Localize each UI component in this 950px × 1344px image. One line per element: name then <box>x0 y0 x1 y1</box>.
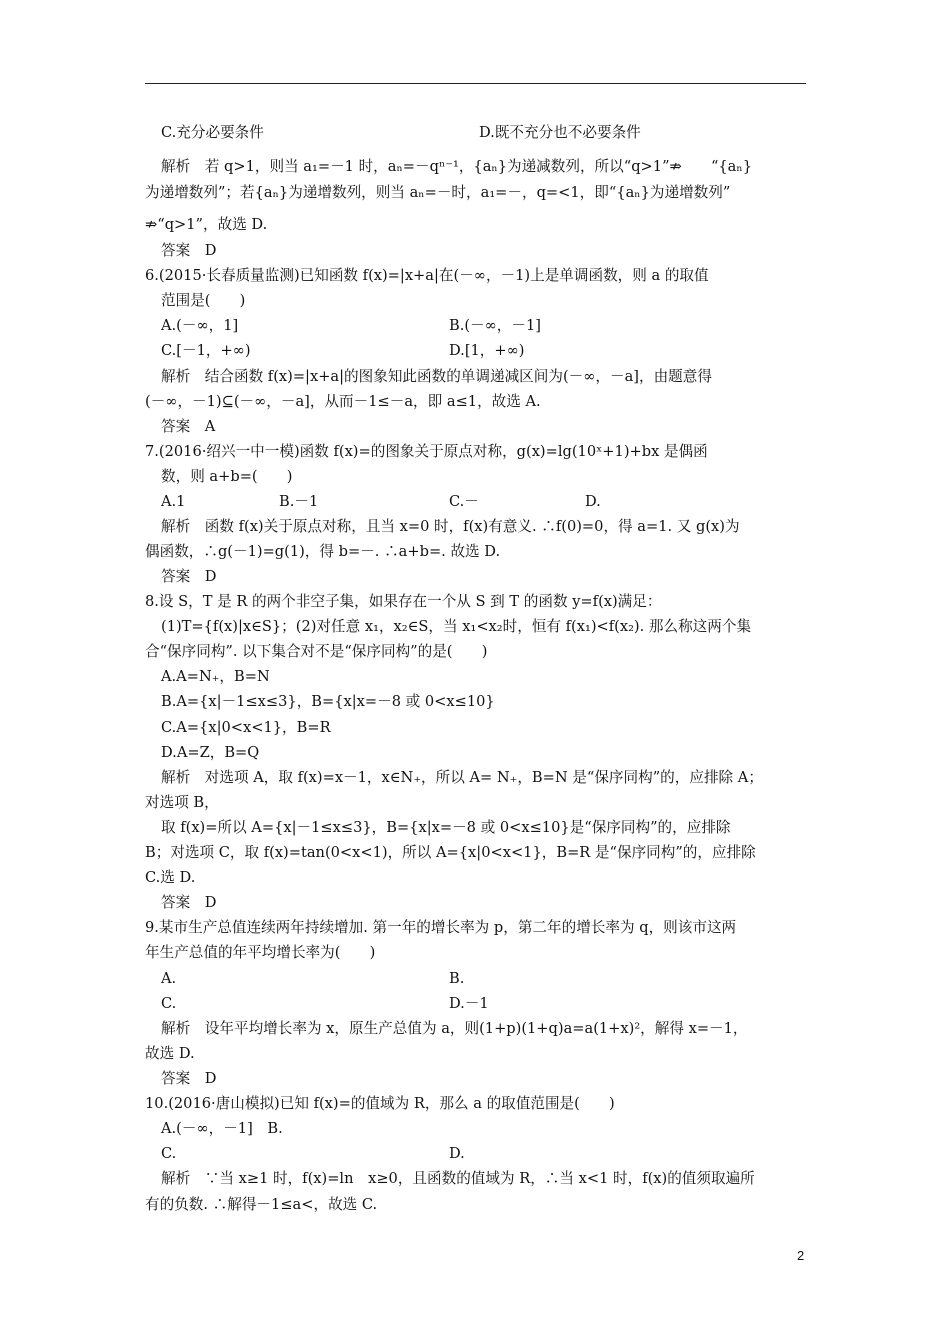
option-row <box>161 317 822 335</box>
option-b: B.(－∞，－1] <box>449 317 541 334</box>
text-line: 为递增数列”；若{aₙ}为递增数列，则当 aₙ=－时，a₁=－，q=<1，即“{aₙ}为递增数列” <box>145 184 731 201</box>
answer-line: 答案 D <box>161 1070 217 1087</box>
option-a: A.(－∞，1] <box>161 317 239 334</box>
option-a: A.A=N₊，B=N <box>161 668 270 685</box>
option-b: B.－1 <box>279 493 319 510</box>
analysis-line: 解析 结合函数 f(x)=|x+a|的图象知此函数的单调递减区间为(－∞，－a]，由题意得 <box>161 368 712 385</box>
answer-line: 答案 A <box>161 418 216 435</box>
option-b: B. <box>449 970 465 987</box>
option-c: C. <box>161 995 177 1012</box>
option-d: D. <box>449 1145 465 1162</box>
option-c: C.－ <box>449 493 479 510</box>
text-line: 数，则 a+b=( ) <box>161 468 293 485</box>
option-d: D.－1 <box>449 995 489 1012</box>
option-a: A.1 <box>161 493 186 510</box>
text-line: 有的负数. ∴解得－1≤a<，故选 C. <box>145 1196 378 1213</box>
header-rule <box>145 83 806 84</box>
option-b: B.A={x|－1≤x≤3}，B={x|x=－8 或 0<x≤10} <box>161 693 495 710</box>
option-row <box>161 995 822 1013</box>
text-line: 年生产总值的年平均增长率为( ) <box>145 944 376 961</box>
text-line: (－∞，－1)⊆(－∞，－a]，从而－1≤－a，即 a≤1，故选 A. <box>145 393 541 410</box>
option-a: A. <box>161 970 177 987</box>
text-line: 偶函数，∴g(－1)=g(1)，得 b=－. ∴a+b=. 故选 D. <box>145 543 501 560</box>
text-line: 对选项 B， <box>145 794 219 811</box>
option-row <box>161 342 822 360</box>
option-a-b: A.(－∞，－1] B. <box>161 1120 283 1137</box>
text-line: (1)T={f(x)|x∈S}；(2)对任意 x₁，x₂∈S，当 x₁<x₂时，恒有 f(x₁)<f(x₂). 那么称这两个集 <box>161 618 752 635</box>
question-9: 9.某市生产总值连续两年持续增加. 第一年的增长率为 p，第二年的增长率为 q，则该市这两 <box>145 919 737 936</box>
option-d: D.既不充分也不必要条件 <box>479 124 641 141</box>
question-10: 10.(2016·唐山模拟)已知 f(x)=的值域为 R，那么 a 的取值范围是( ) <box>145 1095 615 1112</box>
analysis-line: 解析 函数 f(x)关于原点对称，且当 x=0 时，f(x)有意义. ∴f(0)=0，得 a=1. 又 g(x)为 <box>161 518 740 535</box>
analysis-line: 解析 对选项 A，取 f(x)=x－1，x∈N₊，所以 A= N₊，B=N 是“保序同构”的，应排除 A； <box>161 769 763 786</box>
option-c: C.A={x|0<x<1}，B=R <box>161 719 331 736</box>
text-line: 范围是( ) <box>161 292 246 309</box>
text-line: 合“保序同构”. 以下集合对不是“保序同构”的是( ) <box>145 643 488 660</box>
question-6: 6.(2015·长春质量监测)已知函数 f(x)=|x+a|在(－∞，－1)上是单调函数，则 a 的取值 <box>145 267 709 284</box>
option-c: C.充分必要条件 <box>161 124 264 141</box>
analysis-line: 解析 设年平均增长率为 x，原生产总值为 a，则(1+p)(1+q)a=a(1+x)²，解得 x=－1， <box>161 1020 748 1037</box>
option-c: C. <box>161 1145 177 1162</box>
text-line: C.选 D. <box>145 869 196 886</box>
text-line: B；对选项 C，取 f(x)=tan(0<x<1)，所以 A={x|0<x<1}，B=R 是“保序同构”的，应排除 <box>145 844 756 861</box>
page-number: 2 <box>797 1248 805 1263</box>
answer-line: 答案 D <box>161 568 217 585</box>
option-d: D.[1，+∞) <box>449 342 525 359</box>
text-line: 故选 D. <box>145 1045 195 1062</box>
question-7: 7.(2016·绍兴一中一模)函数 f(x)=的图象关于原点对称，g(x)=lg(10ˣ+1)+bx 是偶函 <box>145 443 708 460</box>
option-d: D. <box>585 493 601 510</box>
question-8: 8.设 S，T 是 R 的两个非空子集，如果存在一个从 S 到 T 的函数 y=f(x)满足： <box>145 593 662 610</box>
option-row <box>161 1145 822 1163</box>
option-row <box>161 1120 822 1138</box>
text-line: 取 f(x)=所以 A={x|－1≤x≤3}，B={x|x=－8 或 0<x≤10}是“保序同构”的，应排除 <box>161 819 731 836</box>
option-row <box>161 124 822 142</box>
option-d: D.A=Z，B=Q <box>161 744 260 761</box>
answer-line: 答案 D <box>161 242 217 259</box>
answer-line: 答案 D <box>161 894 217 911</box>
option-c: C.[－1，+∞) <box>161 342 251 359</box>
option-row <box>161 493 822 511</box>
option-row <box>161 970 822 988</box>
analysis-line: 解析 ∵当 x≥1 时，f(x)=ln x≥0，且函数的值域为 R，∴当 x<1 时，f(x)的值须取遍所 <box>161 1170 755 1187</box>
analysis-line: 解析 若 q>1，则当 a₁=－1 时，aₙ=－qⁿ⁻¹，{aₙ}为递减数列，所以“q>1”⇏ “{aₙ} <box>161 158 752 175</box>
text-line: ⇏“q>1”，故选 D. <box>145 216 268 233</box>
